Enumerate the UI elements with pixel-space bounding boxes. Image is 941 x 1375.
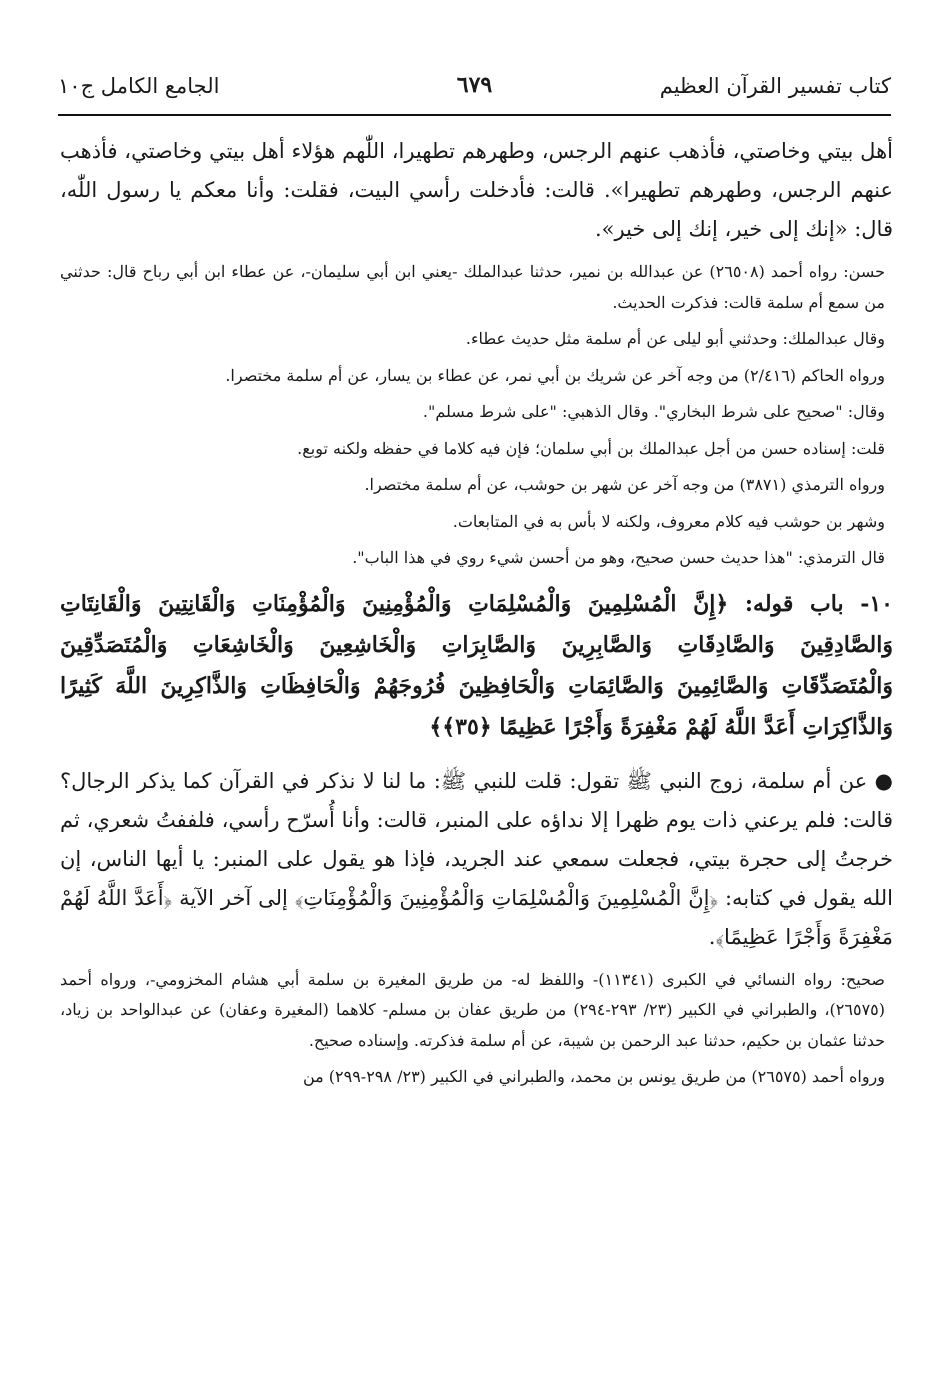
page-number: ٦٧٩ [456,72,493,98]
takhrij-note: وقال عبدالملك: وحدثني أبو ليلى عن أم سلمة مثل حديث عطاء. [465,329,885,348]
takhrij-note: حسن: رواه أحمد (٢٦٥٠٨) عن عبدالله بن نمير، حدثنا عبدالملك -يعني ابن أبي سليمان-، عن عطاء ابن أبي رباح قال: حدثني من سمع أم سلمة قالت: فذكرت الحديث. [60,262,886,312]
takhrij-note: وقال: "صحيح على شرط البخاري". وقال الذهبي: "على شرط مسلم". [422,402,885,421]
chapter-label: ١٠- باب قوله: [744,590,893,617]
book-title: كتاب تفسير القرآن العظيم [659,74,891,98]
takhrij-note: صحيح: رواه النسائي في الكبرى (١١٣٤١)- واللفظ له- من طريق المغيرة بن سلمة أبي هشام المخزومي-، ورواه أحمد (٢٦٥٧٥)، والطبراني في الكبير (٢٣/ ٢٩٣-٢٩٤) من طريق عفان بن مسلم- كلاهما (المغيرة وعفان) عن عبدالواحد بن زياد، حدثنا عثمان بن حكيم، حدثنا عبد الرحمن بن شيبة، عن أم سلمة فذكرته. وإسناده صحيح. [60,969,886,1050]
takhrij-note: ورواه الحاكم (٢/٤١٦) من وجه آخر عن شريك بن أبي نمر، عن عطاء بن يسار، عن أم سلمة مختصرا. [225,365,885,385]
hadith-text: ● عن أم سلمة، زوج النبي ﷺ تقول: قلت للنبي ﷺ: ما لنا لا نذكر في القرآن كما يذكر الرجال؟ قالت: فلم يرعني ذات يوم ظهرا إلا نداؤه على المنبر، قالت: وأنا أُسرّح رأسي، فلففتُ شعري، ثم خرجتُ إلى حجرة بيتي، فجعلت سمعي عند الجريد، فإذا هو يقول على المنبر: يا أيها الناس، إن الله يقول في كتابه: ﴿إِنَّ الْمُسْلِمِينَ وَالْمُسْلِمَاتِ وَالْمُؤْمِنِينَ وَالْمُؤْمِنَاتِ﴾ إلى آخر الآية ﴿أَعَدَّ اللَّهُ لَهُمْ مَغْفِرَةً وَأَجْرًا عَظِيمًا﴾. [60,768,893,949]
takhrij-note: قال الترمذي: "هذا حديث حسن صحيح، وهو من أحسن شيء روي في هذا الباب". [352,548,885,567]
chapter-heading [60,584,893,748]
collection-title: الجامع الكامل ج١٠ [58,74,220,98]
takhrij-note: ورواه الترمذي (٣٨٧١) من وجه آخر عن شهر بن حوشب، عن أم سلمة مختصرا. [364,475,885,494]
quran-verse: ﴿إِنَّ الْمُسْلِمِينَ وَالْمُسْلِمَاتِ وَالْمُؤْمِنِينَ وَالْمُؤْمِنَاتِ وَالْقَانِتِينَ وَالْقَانِتَاتِ وَالصَّادِقِينَ وَالصَّادِقَاتِ وَالصَّابِرِينَ وَالصَّابِرَاتِ وَالْخَاشِعِينَ وَالْخَاشِعَاتِ وَالْمُتَصَدِّقِينَ وَالْمُتَصَدِّقَاتِ وَالصَّائِمِينَ وَالصَّائِمَاتِ وَالْحَافِظِينَ فُرُوجَهُمْ وَالْحَافِظَاتِ وَالذَّاكِرِينَ اللَّهَ كَثِيرًا وَالذَّاكِرَاتِ أَعَدَّ اللَّهُ لَهُمْ مَغْفِرَةً وَأَجْرًا عَظِيمًا ﴿٣٥﴾﴾ [60,590,893,740]
takhrij-note: قلت: إسناده حسن من أجل عبدالملك بن أبي سلمان؛ فإن فيه كلاما في حفظه ولكنه توبع. [297,438,885,458]
page-body [60,132,893,1099]
takhrij-note: وشهر بن حوشب فيه كلام معروف، ولكنه لا بأس به في المتابعات. [452,511,885,531]
page-header [58,62,891,116]
takhrij-note: ورواه أحمد (٢٦٥٧٥) من طريق يونس بن محمد، والطبراني في الكبير (٢٣/ ٢٩٨-٢٩٩) من [302,1067,885,1086]
hadith-continuation: أهل بيتي وخاصتي، فأذهب عنهم الرجس، وطهرهم تطهيرا، اللّٰهم هؤلاء أهل بيتي وخاصتي، فأذهب عنهم الرجس، وطهرهم تطهيرا». قالت: فأدخلت رأسي البيت، فقلت: وأنا معكم يا رسول اللّٰه، قال: «إنك إلى خير، إنك إلى خير». [60,139,893,241]
